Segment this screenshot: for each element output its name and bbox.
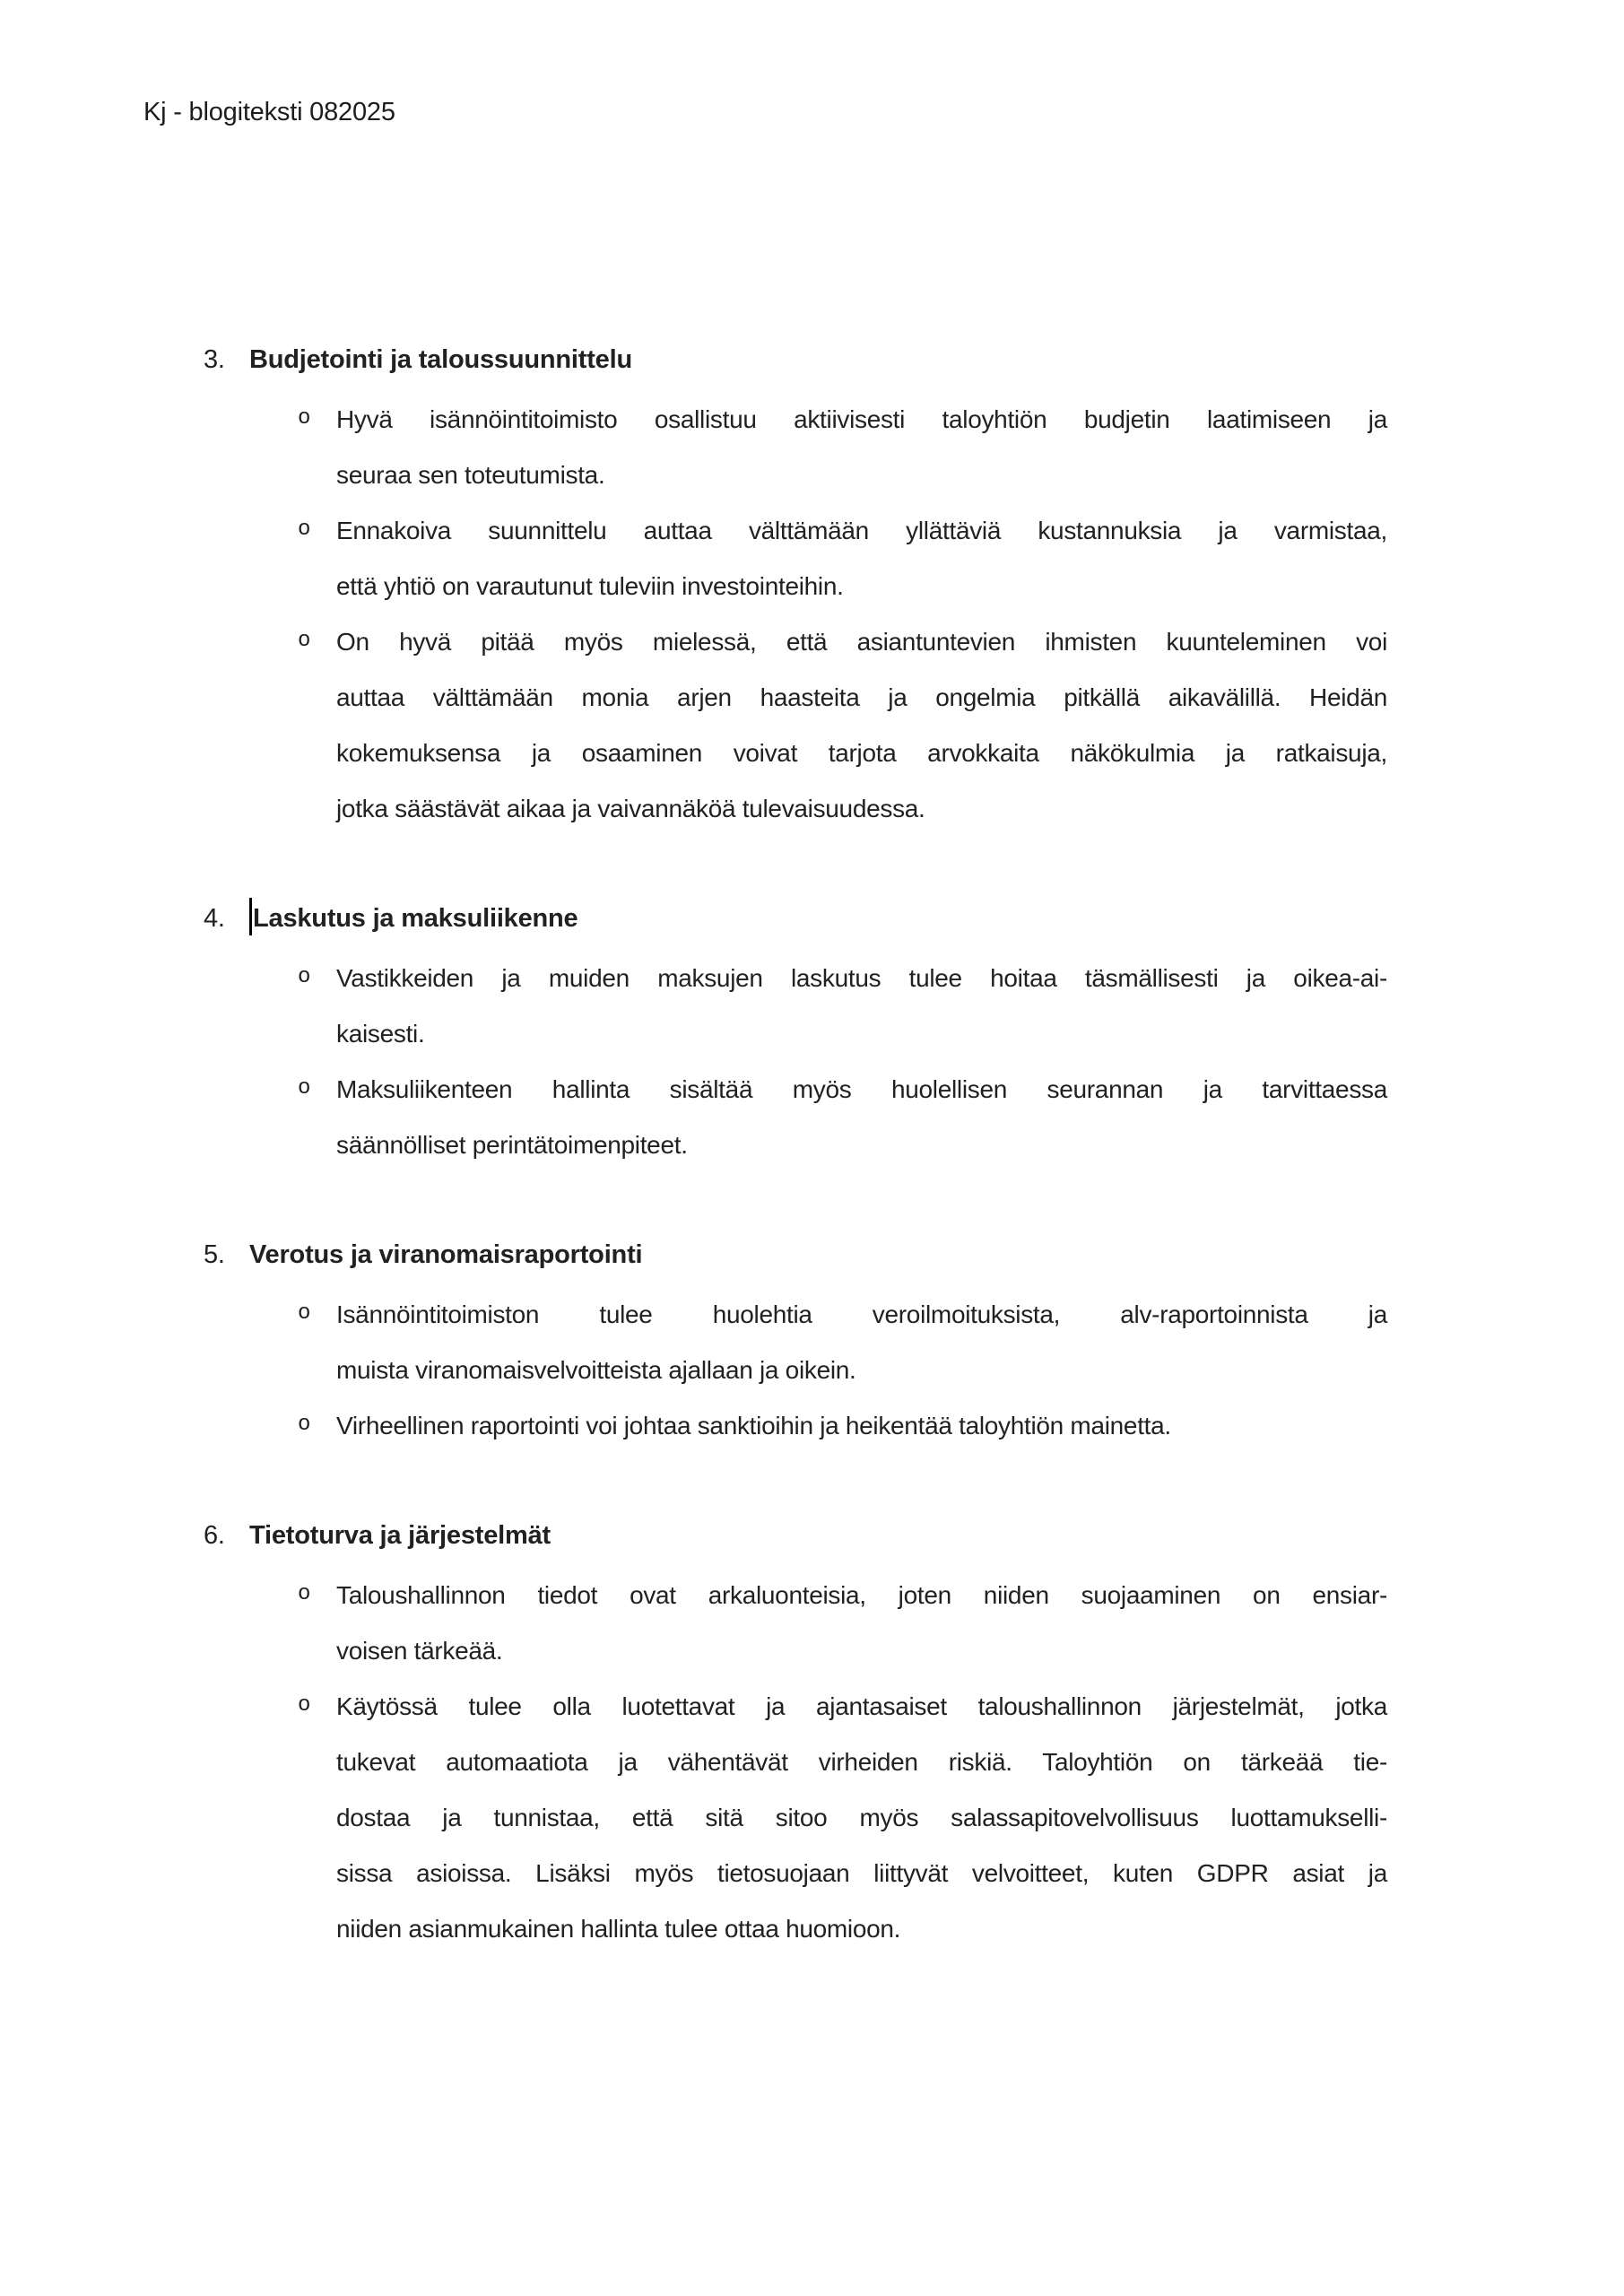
bullet-marker: o: [298, 1582, 311, 1606]
bullet-line-text: sissa asioissa. Lisäksi myös tietosuojaan liittyvät velvoitteet, kuten GDPR asiat ja: [336, 1859, 1387, 1887]
bullet-line-text: Käytössä tulee olla luotettavat ja ajantasaiset taloushallinnon järjestelmät, jotka: [336, 1692, 1387, 1720]
bullet-marker: o: [298, 1076, 311, 1100]
bullet-line-text: jotka säästävät aikaa ja vaivannäköä tulevaisuudessa.: [336, 795, 925, 822]
document-header-title: Kj - blogiteksti 082025: [143, 98, 395, 126]
bullet-line: [298, 1287, 1387, 1343]
bullet-line-text: auttaa välttämään monia arjen haasteita ja ongelmia pitkällä aikavälillä. Heidän: [336, 683, 1387, 711]
document-section: [0, 332, 1624, 837]
section-number: 5.: [204, 1240, 225, 1269]
bullet-line-text: Isännöintitoimiston tulee huolehtia veroilmoituksista, alv-raportoinnista ja: [336, 1300, 1387, 1328]
section-heading-label: Laskutus ja maksuliikenne: [253, 904, 578, 933]
bullet-line: [336, 559, 1387, 614]
section-heading-label: Budjetointi ja taloussuunnittelu: [249, 345, 632, 374]
section-heading: [0, 1227, 1624, 1283]
bullet-line-text: että yhtiö on varautunut tuleviin investointeihin.: [336, 572, 844, 600]
bullet-line-text: Taloushallinnon tiedot ovat arkaluonteisia, joten niiden suojaaminen on ensiar-: [336, 1581, 1387, 1609]
section-heading-label: Tietoturva ja järjestelmät: [249, 1521, 551, 1550]
bullet-line: [336, 1901, 1387, 1957]
section-heading: [0, 332, 1624, 387]
section-heading: [0, 891, 1624, 946]
bullet-marker: o: [298, 629, 311, 653]
bullet-line-text: On hyvä pitää myös mielessä, että asiantuntevien ihmisten kuunteleminen voi: [336, 628, 1387, 656]
bullet-marker: o: [298, 1693, 311, 1718]
bullet-line: [298, 503, 1387, 559]
bullet-line: [298, 951, 1387, 1006]
bullet-line: [336, 1006, 1387, 1062]
section-number: 6.: [204, 1521, 225, 1550]
bullet-line: [336, 448, 1387, 503]
bullet-line-text: dostaa ja tunnistaa, että sitä sitoo myös salassapitovelvollisuus luottamukselli-: [336, 1804, 1387, 1831]
bullet-line: [298, 1398, 1387, 1454]
bullet-line-text: Hyvä isännöintitoimisto osallistuu aktiivisesti taloyhtiön budjetin laatimiseen ja: [336, 405, 1387, 433]
bullet-line-text: muista viranomaisvelvoitteista ajallaan ja oikein.: [336, 1356, 856, 1384]
section-number: 4.: [204, 904, 225, 933]
bullet-line: [298, 1062, 1387, 1118]
bullet-marker: o: [298, 406, 311, 430]
bullet-marker: o: [298, 1301, 311, 1326]
document-section: [0, 1508, 1624, 1957]
text-caret: [249, 898, 252, 935]
document-section: [0, 891, 1624, 1173]
bullet-marker: o: [298, 517, 311, 542]
bullet-line: [298, 392, 1387, 448]
section-number: 3.: [204, 345, 225, 374]
bullet-line: [336, 726, 1387, 781]
bullet-marker: o: [298, 1413, 311, 1437]
bullet-line: [298, 1679, 1387, 1735]
bullet-line-text: Maksuliikenteen hallinta sisältää myös huolellisen seurannan ja tarvittaessa: [336, 1075, 1387, 1103]
bullet-line-text: Vastikkeiden ja muiden maksujen laskutus tulee hoitaa täsmällisesti ja oikea-ai-: [336, 964, 1387, 992]
section-heading-text: [249, 332, 632, 387]
bullet-line: [336, 1343, 1387, 1398]
section-heading: [0, 1508, 1624, 1563]
bullet-line: [336, 1846, 1387, 1901]
bullet-line: [336, 670, 1387, 726]
bullet-line: [336, 1790, 1387, 1846]
bullet-marker: o: [298, 965, 311, 989]
bullet-line-text: kokemuksensa ja osaaminen voivat tarjota arvokkaita näkökulmia ja ratkaisuja,: [336, 739, 1387, 767]
section-heading-text: [249, 1227, 642, 1283]
bullet-line-text: tukevat automaatiota ja vähentävät virheiden riskiä. Taloyhtiön on tärkeää tie-: [336, 1748, 1387, 1776]
bullet-line: [298, 614, 1387, 670]
bullet-line-text: kaisesti.: [336, 1020, 425, 1048]
bullet-line-text: niiden asianmukainen hallinta tulee ottaa huomioon.: [336, 1915, 901, 1943]
bullet-line-text: voisen tärkeää.: [336, 1637, 503, 1665]
section-heading-label: Verotus ja viranomaisraportointi: [249, 1240, 643, 1269]
bullet-line-text: seuraa sen toteutumista.: [336, 461, 605, 489]
bullet-line: [336, 1735, 1387, 1790]
bullet-line-text: säännölliset perintätoimenpiteet.: [336, 1131, 688, 1159]
bullet-line: [298, 1568, 1387, 1623]
section-heading-text: [249, 891, 578, 946]
bullet-line: [336, 1118, 1387, 1173]
section-heading-text: [249, 1508, 551, 1563]
bullet-line-text: Ennakoiva suunnittelu auttaa välttämään yllättäviä kustannuksia ja varmistaa,: [336, 517, 1387, 544]
document-section: [0, 1227, 1624, 1454]
bullet-line: [336, 1623, 1387, 1679]
bullet-line: [336, 781, 1387, 837]
bullet-line-text: Virheellinen raportointi voi johtaa sanktioihin ja heikentää taloyhtiön mainetta.: [336, 1412, 1171, 1439]
